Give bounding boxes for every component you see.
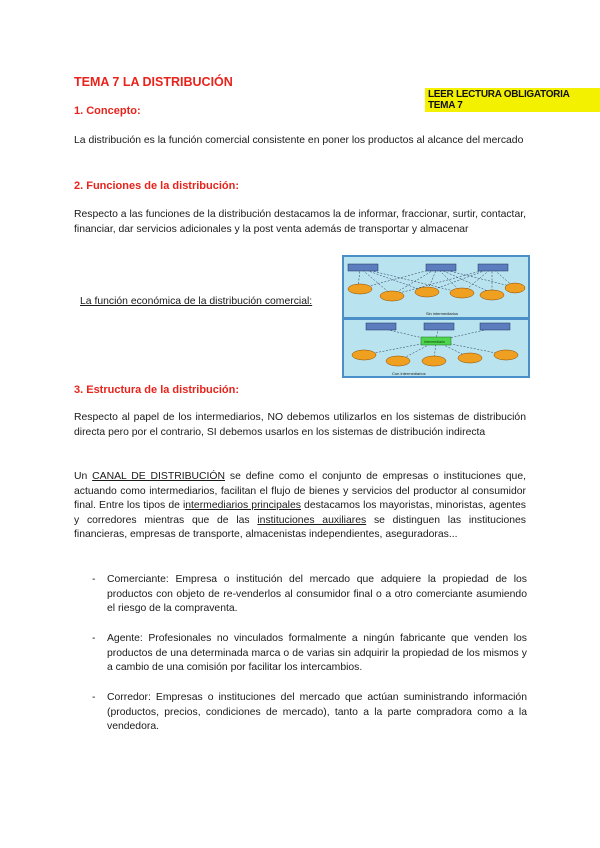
producer-box — [426, 264, 456, 271]
p2-text-c: destacamos los mayoristas, minoristas, agentes y corredores mientras que de las — [74, 500, 526, 526]
intermediaries-term: ntermediarios principales — [185, 500, 301, 512]
consumer-node — [386, 356, 410, 366]
consumer-node — [458, 353, 482, 363]
section-1-text: La distribución es la función comercial consistente en poner los productos al alcance del mercado — [74, 135, 524, 146]
list-item: - Comerciante: Empresa o institución del mercado que adquiere la propiedad de los productos con objeto de re-venderlos al consumidor final o a otro comerciante asumiendo el riesgo de la compraventa. — [92, 574, 527, 615]
p2-text-a: Un — [74, 471, 93, 482]
producer-box — [480, 323, 510, 330]
producer-box — [424, 323, 454, 330]
intermediary-label: Intermediario — [424, 340, 445, 344]
list-item: - Corredor: Empresas o instituciones del mercado que actúan suministrando información (productos, precios, condiciones de mercado), tanto a la parte compradora como a la vendedora. — [92, 692, 527, 733]
section-3-paragraph-1: Respecto al papel de los intermediarios, NO debemos utilizarlos en los sistemas de distribución directa pero por el contrario, SI debemos usarlos en los sistemas de distribución indirecta — [74, 412, 526, 438]
consumer-node — [422, 356, 446, 366]
figure-label: La función económica de la distribución comercial: — [80, 296, 313, 307]
producer-box — [366, 323, 396, 330]
list-item: - Agente: Profesionales no vinculados formalmente a ningún fabricante que venden los productos de una determinada marca o de varias sin adquirir la propiedad de los mismos y a cambio de una comisión por facilitar los intercambios. — [92, 633, 527, 674]
producer-box — [348, 264, 378, 271]
consumer-node — [415, 287, 439, 297]
page-title: TEMA 7 LA DISTRIBUCIÓN — [74, 75, 233, 89]
p2-text-d: se distinguen las instituciones financieras, empresas de transporte, almacenistas independientes, aseguradoras... — [74, 514, 527, 541]
p2-text-b: se define como el conjunto de empresas o instituciones que, actuando como intermediarios, facilitan el flujo de bienes y servicios del productor al consumidor final. Entre los tipos de i — [74, 471, 526, 512]
canal-term: CANAL DE DISTRIBUCIÓN — [92, 471, 226, 482]
auxiliary-term: instituciones auxiliares — [257, 514, 367, 526]
consumer-node — [505, 283, 525, 293]
consumer-node — [480, 290, 504, 300]
consumer-node — [380, 291, 404, 301]
diagram-top-caption: Sin intermediarios — [426, 311, 459, 316]
diagram-bottom-caption: Con intermediarios — [392, 371, 426, 376]
distribution-diagram — [342, 255, 530, 378]
section-2-heading: 2. Funciones de la distribución: — [74, 180, 240, 192]
producer-box — [478, 264, 508, 271]
consumer-node — [352, 350, 376, 360]
section-3-paragraph-2 — [74, 470, 526, 543]
consumer-node — [450, 288, 474, 298]
reading-banner: LEER LECTURA OBLIGATORIA TEMA 7 — [425, 88, 600, 112]
consumer-node — [348, 284, 372, 294]
section-1-heading: 1. Concepto: — [74, 105, 141, 117]
section-3-heading: 3. Estructura de la distribución: — [74, 384, 240, 396]
section-2-text: Respecto a las funciones de la distribución destacamos la de informar, fraccionar, surtir, contactar, financiar, dar servicios adicionales y la post venta además de transportar y almacenar — [74, 209, 526, 235]
consumer-node — [494, 350, 518, 360]
